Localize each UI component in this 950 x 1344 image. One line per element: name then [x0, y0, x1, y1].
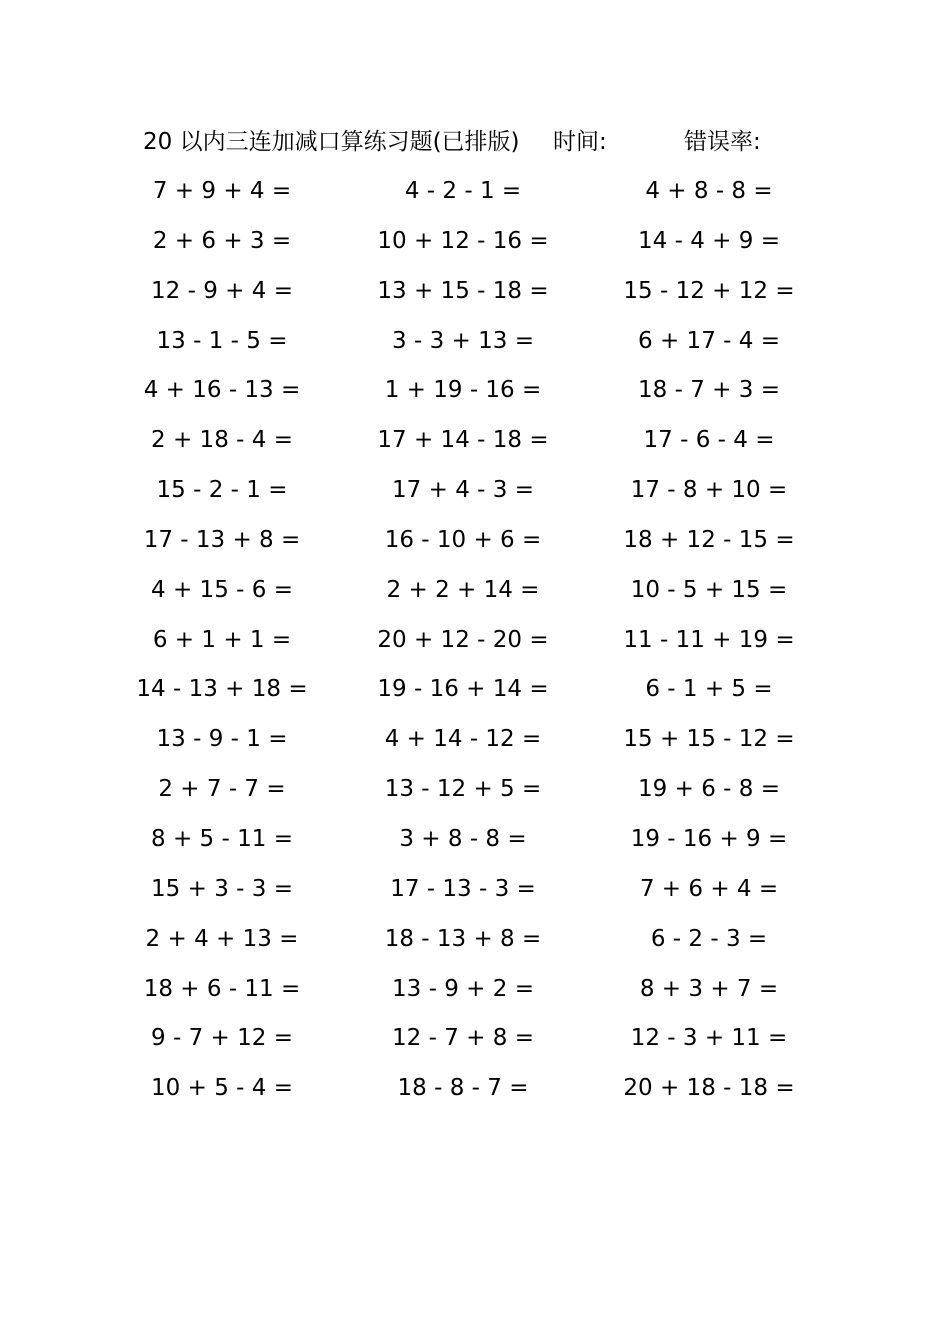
problem-row	[0, 470, 950, 520]
problem-row	[0, 520, 950, 570]
error-rate-label: 错误率:	[684, 129, 761, 155]
math-problem: 15 - 2 - 1 =	[156, 477, 288, 504]
math-problem: 15 + 15 - 12 =	[623, 726, 795, 753]
math-problem: 20 + 12 - 20 =	[377, 626, 549, 653]
math-problem: 17 - 6 - 4 =	[643, 427, 775, 454]
problem-row	[0, 719, 950, 769]
math-problem: 4 + 16 - 13 =	[143, 377, 301, 404]
math-problem: 18 - 13 + 8 =	[384, 925, 542, 952]
problem-row	[0, 969, 950, 1019]
time-label: 时间:	[553, 129, 607, 155]
math-problem: 19 + 6 - 8 =	[638, 776, 780, 803]
math-problem: 19 - 16 + 9 =	[630, 825, 788, 852]
problem-row	[0, 171, 950, 221]
problem-row	[0, 321, 950, 371]
math-problem: 2 + 2 + 14 =	[386, 576, 540, 603]
problem-row	[0, 570, 950, 620]
math-problem: 18 - 7 + 3 =	[638, 377, 780, 404]
math-problem: 6 + 1 + 1 =	[152, 626, 292, 653]
math-problem: 4 + 14 - 12 =	[384, 726, 542, 753]
problem-row	[0, 221, 950, 271]
math-problem: 18 + 12 - 15 =	[623, 526, 795, 553]
problem-row	[0, 420, 950, 470]
math-problem: 10 - 5 + 15 =	[630, 576, 788, 603]
math-problem: 15 + 3 - 3 =	[151, 875, 293, 902]
math-problem: 12 - 3 + 11 =	[630, 1025, 788, 1052]
math-problem: 15 - 12 + 12 =	[623, 277, 795, 304]
math-problem: 2 + 18 - 4 =	[151, 427, 293, 454]
math-problem: 18 - 8 - 7 =	[397, 1075, 529, 1102]
math-problem: 3 - 3 + 13 =	[392, 327, 534, 354]
problem-grid	[0, 171, 950, 1118]
problem-row	[0, 919, 950, 969]
math-problem: 7 + 6 + 4 =	[639, 875, 779, 902]
problem-row	[0, 669, 950, 719]
math-problem: 17 + 14 - 18 =	[377, 427, 549, 454]
problem-row	[0, 620, 950, 670]
math-problem: 2 + 6 + 3 =	[152, 227, 292, 254]
math-problem: 13 + 15 - 18 =	[377, 277, 549, 304]
problem-row	[0, 1068, 950, 1118]
worksheet-title: 20 以内三连加减口算练习题(已排版)	[143, 129, 520, 155]
math-problem: 17 - 8 + 10 =	[630, 477, 788, 504]
math-problem: 2 + 4 + 13 =	[145, 925, 299, 952]
math-problem: 13 - 9 - 1 =	[156, 726, 288, 753]
math-problem: 13 - 12 + 5 =	[384, 776, 542, 803]
worksheet-header	[0, 122, 950, 162]
math-problem: 8 + 3 + 7 =	[639, 975, 779, 1002]
problem-row	[0, 370, 950, 420]
math-problem: 10 + 5 - 4 =	[151, 1075, 293, 1102]
math-problem: 10 + 12 - 16 =	[377, 227, 549, 254]
problem-row	[0, 819, 950, 869]
math-problem: 17 - 13 - 3 =	[390, 875, 536, 902]
math-problem: 1 + 19 - 16 =	[384, 377, 542, 404]
math-problem: 12 - 7 + 8 =	[392, 1025, 534, 1052]
math-problem: 4 - 2 - 1 =	[404, 178, 522, 204]
math-problem: 8 + 5 - 11 =	[151, 825, 293, 852]
math-problem: 6 + 17 - 4 =	[638, 327, 780, 354]
math-problem: 2 + 7 - 7 =	[158, 776, 286, 803]
problem-row	[0, 271, 950, 321]
math-problem: 6 - 1 + 5 =	[645, 676, 773, 703]
math-problem: 3 + 8 - 8 =	[399, 825, 527, 852]
math-problem: 6 - 2 - 3 =	[650, 925, 768, 952]
math-problem: 17 + 4 - 3 =	[392, 477, 534, 504]
math-problem: 7 + 9 + 4 =	[152, 178, 292, 204]
math-problem: 13 - 9 + 2 =	[392, 975, 534, 1002]
problem-row	[0, 769, 950, 819]
math-problem: 14 - 4 + 9 =	[638, 227, 780, 254]
math-problem: 13 - 1 - 5 =	[156, 327, 288, 354]
math-problem: 17 - 13 + 8 =	[143, 526, 301, 553]
math-problem: 20 + 18 - 18 =	[623, 1075, 795, 1102]
problem-row	[0, 1018, 950, 1068]
math-problem: 19 - 16 + 14 =	[377, 676, 549, 703]
problem-row	[0, 869, 950, 919]
math-problem: 16 - 10 + 6 =	[384, 526, 542, 553]
math-problem: 9 - 7 + 12 =	[151, 1025, 293, 1052]
math-problem: 14 - 13 + 18 =	[136, 676, 308, 703]
math-problem: 18 + 6 - 11 =	[143, 975, 301, 1002]
math-problem: 11 - 11 + 19 =	[623, 626, 795, 653]
math-problem: 4 + 15 - 6 =	[151, 576, 293, 603]
math-problem: 12 - 9 + 4 =	[151, 277, 293, 304]
math-problem: 4 + 8 - 8 =	[645, 178, 773, 204]
